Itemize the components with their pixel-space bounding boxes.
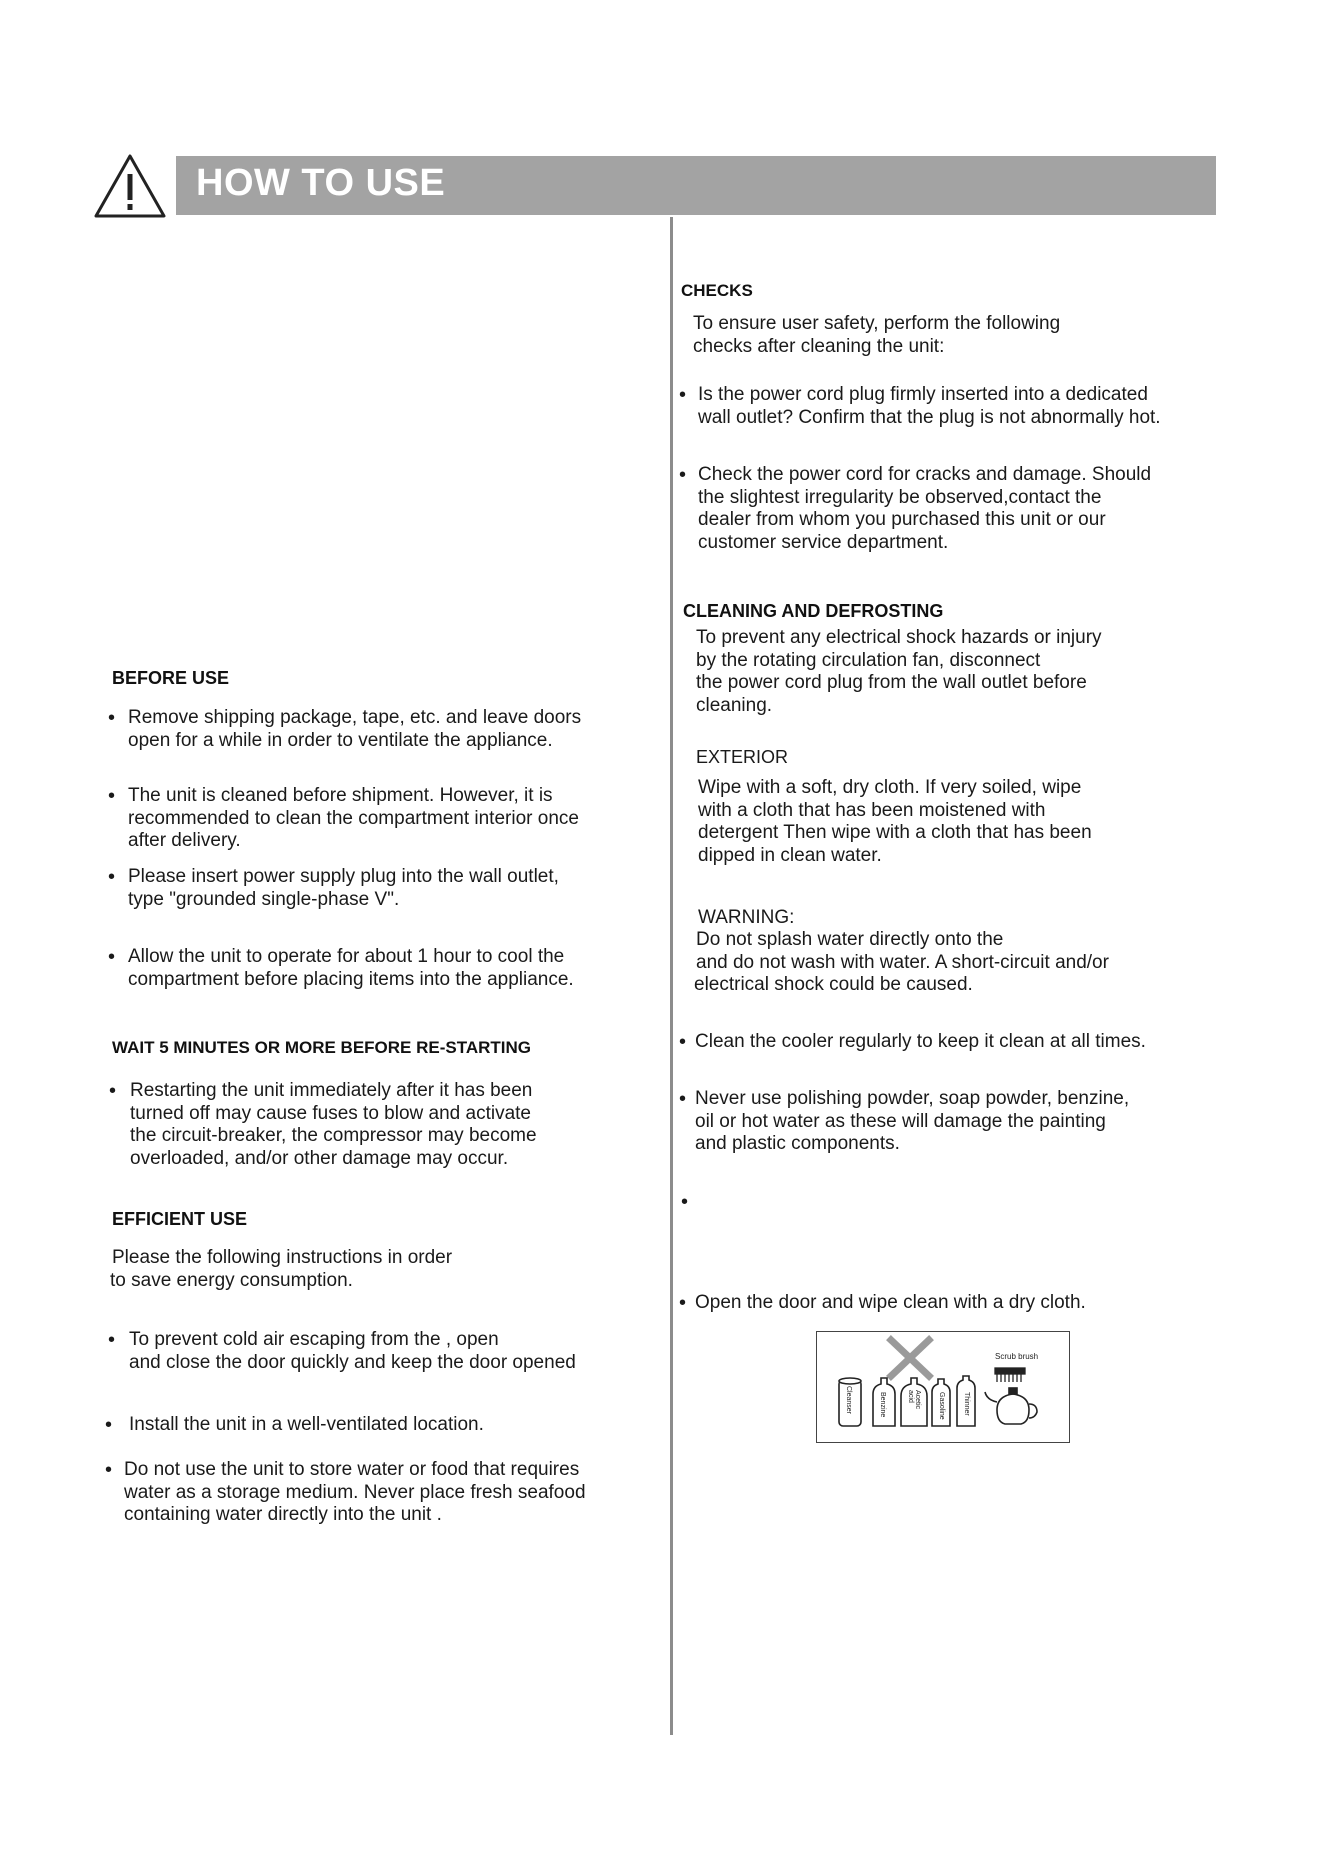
text-line: type "grounded single-phase V". [128,888,400,910]
text-line: To ensure user safety, perform the following [693,313,1061,334]
warning-triangle-icon [93,152,167,220]
text-line: dipped in clean water. [698,844,882,866]
exterior-text [698,777,1092,867]
bullet: • [108,707,116,729]
text-line: Wipe with a soft, dry cloth. If very soiled, wipe [698,777,1082,798]
text-line: Please insert power supply plug into the wall outlet, [128,866,559,887]
cleanser-label: Cleanser [845,1386,852,1415]
efficient-use-intro [110,1247,452,1292]
text-line: Open the door and wipe clean with a dry cloth. [695,1292,1086,1313]
kettle-icon [997,1394,1029,1424]
bullet: • [108,946,116,968]
text-line: The unit is cleaned before shipment. However, it is [128,785,553,806]
bullet: • [109,1080,117,1102]
warning-heading: WARNING: [698,907,795,928]
text-line: Check the power cord for cracks and damage. Should [698,464,1152,485]
text-line: detergent Then wipe with a cloth that has been [698,822,1092,844]
text-line: turned off may cause fuses to blow and activate [130,1102,531,1124]
text-line: Allow the unit to operate for about 1 hour to cool the [128,946,565,967]
text-line: the circuit-breaker, the compressor may become [130,1125,537,1147]
wait-heading: WAIT 5 MINUTES OR MORE BEFORE RE-STARTING [112,1038,532,1057]
bullet: • [105,1459,113,1481]
text-line: To prevent any electrical shock hazards or injury [696,627,1102,648]
bullet: • [679,1031,687,1053]
text-line: the power cord plug from the wall outlet before [696,672,1087,694]
text-line: Restarting the unit immediately after it has been [130,1080,533,1101]
text-line: cleaning. [696,694,773,716]
acetic-acid-label: Acetic acid [907,1390,921,1410]
cleaning-agents-drawing [817,1332,1069,1442]
bullet: • [108,866,116,888]
benzine-label: Benzine [879,1392,886,1418]
text-line: Never use polishing powder, soap powder, benzine, [695,1088,1130,1109]
text-line: Do not use the unit to store water or food that requires [124,1459,580,1480]
text-line: Do not splash water directly onto the [696,929,1004,950]
text-line: checks after cleaning the unit: [693,335,945,357]
gasoline-label: Gasoline [938,1392,945,1420]
bullet: • [679,384,687,406]
bullet: • [681,1191,689,1213]
text-line: Install the unit in a well-ventilated location. [129,1414,484,1435]
text-line: electrical shock could be caused. [694,974,973,996]
thinner-label: Thinner [963,1392,970,1416]
text-line: the slightest irregularity be observed,contact the [698,486,1102,508]
exterior-heading: EXTERIOR [696,747,789,767]
cleaning-agents-illustration [816,1331,1070,1443]
checks-intro [693,313,1060,358]
text-line: overloaded, and/or other damage may occur. [130,1147,509,1169]
bullet: • [108,1329,116,1351]
text-line: containing water directly into the unit . [124,1504,442,1526]
text-line: customer service department. [698,531,949,553]
text-line: with a cloth that has been moistened with [698,799,1046,821]
header-bar [176,156,1216,215]
text-line: Please the following instructions in order [112,1247,453,1268]
scrub-brush-icon [995,1368,1025,1382]
page-title: HOW TO USE [196,162,446,204]
cleaning-intro [696,627,1102,717]
column-divider [670,217,673,1735]
text-line: Is the power cord plug firmly inserted into a dedicated [698,384,1148,405]
warning-text [696,929,1109,997]
text-line: Remove shipping package, tape, etc. and leave doors [128,707,582,728]
text-line: water as a storage medium. Never place fresh seafood [124,1481,586,1503]
text-line: Clean the cooler regularly to keep it clean at all times. [695,1031,1146,1052]
efficient-use-heading: EFFICIENT USE [112,1209,248,1229]
text-line: To prevent cold air escaping from the , open [129,1329,499,1350]
text-line: wall outlet? Confirm that the plug is not abnormally hot. [698,406,1161,428]
text-line: dealer from whom you purchased this unit or our [698,509,1106,531]
text-line: compartment before placing items into the appliance. [128,968,574,990]
bullet: • [105,1414,113,1436]
bullet: • [679,1292,687,1314]
text-line: after delivery. [128,830,241,852]
before-use-heading: BEFORE USE [112,668,230,688]
text-line: oil or hot water as these will damage the painting [695,1110,1106,1132]
prohibited-x-icon [891,1340,929,1376]
text-line: to save energy consumption. [110,1269,353,1291]
text-line: and close the door quickly and keep the door opened [129,1351,576,1373]
checks-heading: CHECKS [681,281,753,300]
cleaning-heading: CLEANING AND DEFROSTING [683,601,944,621]
scrub-brush-label: Scrub brush [995,1352,1039,1361]
text-line: by the rotating circulation fan, disconnect [696,649,1041,671]
text-line: and plastic components. [695,1133,900,1155]
text-line: and do not wash with water. A short-circuit and/or [696,951,1109,973]
text-line: open for a while in order to ventilate the appliance. [128,729,553,751]
bullet: • [679,1088,687,1110]
bullet: • [108,785,116,807]
text-line: recommended to clean the compartment interior once [128,807,579,829]
bullet: • [679,464,687,486]
